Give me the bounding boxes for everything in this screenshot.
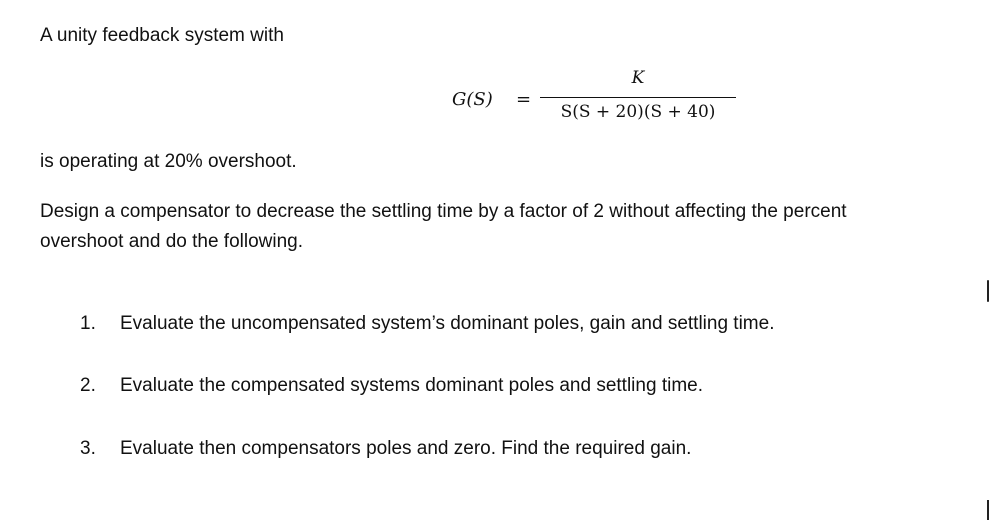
design-text-line-1: Design a compensator to decrease the settling time by a factor of 2 without affecting the percent <box>40 201 847 222</box>
equation-lhs: G(S) <box>452 89 493 110</box>
fraction-numerator: K <box>631 68 645 88</box>
edge-artifact-top <box>987 280 989 302</box>
task-text: Evaluate the compensated systems dominant poles and settling time. <box>120 375 703 396</box>
transfer-function-equation <box>452 66 752 136</box>
edge-artifact-bottom <box>987 500 989 520</box>
task-text: Evaluate then compensators poles and zero. Find the required gain. <box>120 438 692 459</box>
fraction-denominator: S(S + 20)(S + 40) <box>560 102 716 122</box>
fraction <box>540 66 736 130</box>
operating-text: is operating at 20% overshoot. <box>40 151 297 172</box>
task-number: 3. <box>80 438 96 459</box>
fraction-bar <box>540 97 736 98</box>
design-text-line-2: overshoot and do the following. <box>40 231 304 252</box>
task-number: 1. <box>80 313 96 334</box>
intro-text: A unity feedback system with <box>40 25 284 46</box>
equals-sign: = <box>516 89 532 110</box>
task-text: Evaluate the uncompensated system’s dominant poles, gain and settling time. <box>120 313 775 334</box>
task-number: 2. <box>80 375 96 396</box>
